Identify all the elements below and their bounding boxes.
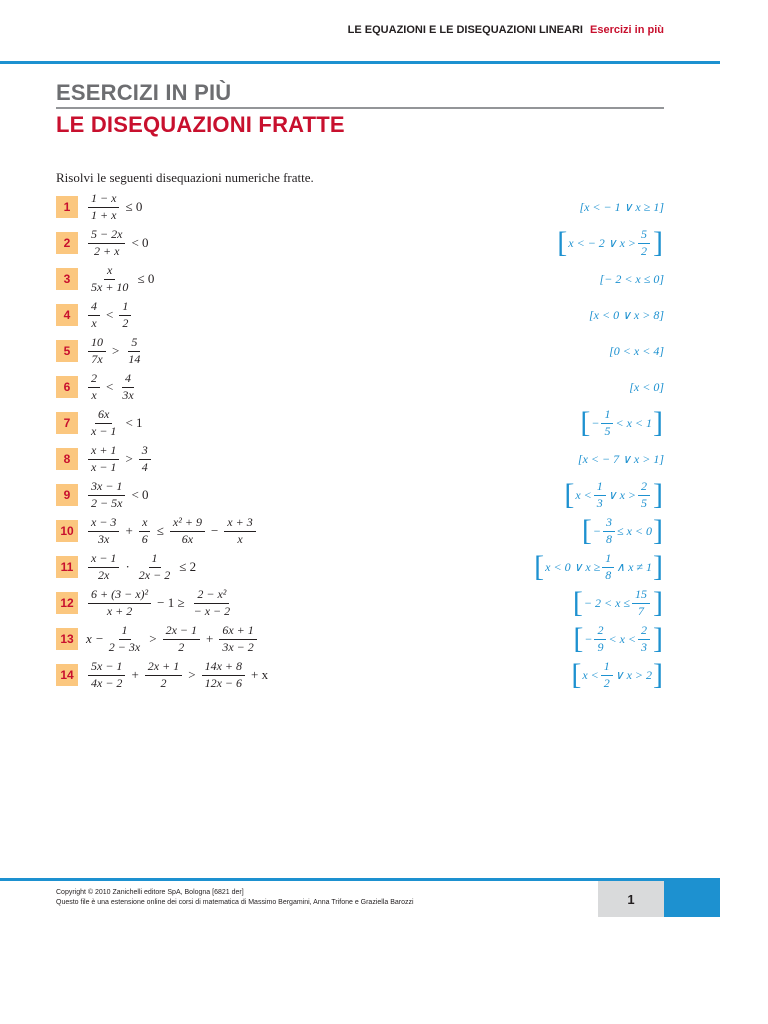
exercise-row xyxy=(56,262,664,296)
exercise-row xyxy=(56,190,664,224)
denominator: 4 xyxy=(141,459,148,474)
answer-text: [x < − 7 ∨ x > 1] xyxy=(577,451,664,466)
exercise-answer xyxy=(609,334,664,368)
relation: < xyxy=(106,379,114,394)
exercise-row xyxy=(56,550,664,584)
answer-text: ∨ x > 2 xyxy=(614,667,652,682)
numerator: x² + 9 xyxy=(170,516,205,532)
numerator: 1 xyxy=(601,408,613,424)
fraction xyxy=(88,264,131,295)
right-bracket: ] xyxy=(653,622,663,655)
exercise-answer xyxy=(589,298,664,332)
answer-text: − xyxy=(584,631,593,646)
right-bracket: ] xyxy=(653,406,663,439)
denominator: − x − 2 xyxy=(193,603,231,618)
page-tab xyxy=(664,881,720,917)
fraction xyxy=(139,516,151,547)
fraction xyxy=(163,624,200,655)
fraction xyxy=(88,552,119,583)
exercise-answer xyxy=(579,406,664,440)
fraction xyxy=(170,516,205,547)
right-bracket: ] xyxy=(653,226,663,259)
fraction xyxy=(106,624,143,655)
denominator: 3 xyxy=(596,495,603,510)
exercise-problem xyxy=(86,514,258,548)
exercise-problem xyxy=(86,658,272,692)
denominator: 3x xyxy=(98,531,110,546)
numerator: 6x xyxy=(95,408,112,424)
exercise-problem xyxy=(86,298,133,332)
exercise-number: 12 xyxy=(56,592,78,614)
denominator: 7 xyxy=(638,603,644,618)
fraction xyxy=(224,516,255,547)
exercise-row xyxy=(56,514,664,548)
numerator: 5 xyxy=(128,336,140,352)
denominator: x + 2 xyxy=(106,603,133,618)
numerator: x − 1 xyxy=(88,552,119,568)
fraction xyxy=(88,588,151,619)
fraction xyxy=(88,228,125,259)
fraction xyxy=(125,336,143,367)
answer-text: x < xyxy=(582,667,599,682)
exercise-problem xyxy=(86,370,139,404)
numerator: 2 xyxy=(88,372,100,388)
exercise-problem xyxy=(86,406,147,440)
fraction xyxy=(139,444,151,475)
denominator: 2 xyxy=(178,639,185,654)
denominator: 8 xyxy=(605,531,612,546)
answer-text: − xyxy=(591,415,600,430)
answer-text: − 2 < x ≤ xyxy=(583,595,630,610)
running-header-section: Esercizi in più xyxy=(590,24,664,36)
relation: > xyxy=(125,451,133,466)
answer-text: [0 < x < 4] xyxy=(609,343,664,358)
denominator: 2x − 2 xyxy=(138,567,171,582)
fraction xyxy=(119,300,131,331)
denominator: 12x − 6 xyxy=(204,675,242,690)
fraction xyxy=(638,624,650,655)
exercise-row xyxy=(56,406,664,440)
fraction xyxy=(594,480,606,511)
relation: − 1 ≥ xyxy=(157,595,185,610)
operator: + xyxy=(206,631,214,646)
fraction xyxy=(601,660,613,691)
exercise-row xyxy=(56,478,664,512)
denominator: 14 xyxy=(128,351,141,366)
right-bracket: ] xyxy=(653,550,663,583)
exercise-row xyxy=(56,370,664,404)
exercise-number: 1 xyxy=(56,196,78,218)
denominator: 2 xyxy=(641,243,647,258)
fraction xyxy=(219,624,256,655)
fraction xyxy=(88,372,100,403)
relation: ≤ 2 xyxy=(179,559,197,574)
exercise-answer xyxy=(572,586,664,620)
denominator: x xyxy=(91,315,97,330)
exercise-problem xyxy=(86,334,145,368)
exercise-row xyxy=(56,334,664,368)
numerator: 2x + 1 xyxy=(145,660,182,676)
exercise-number: 10 xyxy=(56,520,78,542)
fraction xyxy=(603,516,615,547)
fraction xyxy=(88,192,119,223)
exercise-number: 5 xyxy=(56,340,78,362)
footer xyxy=(56,888,414,908)
exercise-number: 2 xyxy=(56,232,78,254)
left-bracket: [ xyxy=(534,550,545,583)
answer-text: x < − 2 ∨ x > xyxy=(568,235,636,250)
footer-copyright: Copyright © 2010 Zanichelli editore SpA, Bologna [6821 der] xyxy=(56,889,244,896)
exercise-answer xyxy=(629,370,664,404)
left-bracket: [ xyxy=(564,478,575,511)
right-bracket: ] xyxy=(653,586,663,619)
page-number: 1 xyxy=(598,881,664,917)
numerator: 14x + 8 xyxy=(202,660,245,676)
exercise-number: 7 xyxy=(56,412,78,434)
fraction xyxy=(88,480,125,511)
section-kicker: ESERCIZI IN PIÙ xyxy=(56,80,232,105)
denominator: 7x xyxy=(91,351,103,366)
exercise-row xyxy=(56,658,664,692)
left-bracket: [ xyxy=(572,586,583,619)
exercise-answer xyxy=(533,550,664,584)
fraction xyxy=(638,228,650,259)
fraction xyxy=(136,552,173,583)
right-bracket: ] xyxy=(653,658,663,691)
relation: > xyxy=(112,343,120,358)
denominator: 6x xyxy=(181,531,194,546)
exercise-number: 8 xyxy=(56,448,78,470)
term: + x xyxy=(251,667,269,682)
answer-text: [x < 0 ∨ x > 8] xyxy=(589,307,664,322)
left-bracket: [ xyxy=(580,406,591,439)
exercise-answer xyxy=(578,442,664,476)
fraction xyxy=(88,408,119,439)
numerator: 2 − x² xyxy=(194,588,229,604)
numerator: 5x − 1 xyxy=(88,660,125,676)
denominator: 5 xyxy=(604,423,611,438)
denominator: 5x + 10 xyxy=(91,279,129,294)
footer-note: Questo file è una estensione online dei corsi di matematica di Massimo Bergamini, Anna Trifone e Graziella Barozzi xyxy=(56,899,414,906)
exercise-answer xyxy=(600,262,664,296)
fraction xyxy=(88,444,119,475)
answer-text: ∨ x > xyxy=(607,487,636,502)
numerator: x − 3 xyxy=(88,516,119,532)
numerator: 1 xyxy=(594,480,606,496)
fraction xyxy=(145,660,182,691)
denominator: 1 + x xyxy=(91,207,117,222)
instructions: Risolvi le seguenti disequazioni numeriche fratte. xyxy=(56,170,314,185)
numerator: 2x − 1 xyxy=(163,624,200,640)
numerator: 15 xyxy=(632,588,650,604)
answer-text: < x < xyxy=(608,631,636,646)
numerator: 1 − x xyxy=(88,192,119,208)
numerator: x xyxy=(139,516,150,532)
relation: > xyxy=(149,631,157,646)
denominator: 3x xyxy=(122,387,134,402)
fraction xyxy=(202,660,245,691)
denominator: 6 xyxy=(141,531,148,546)
denominator: 2 xyxy=(603,675,610,690)
denominator: 2 − 5x xyxy=(91,495,123,510)
numerator: 3x − 1 xyxy=(88,480,125,496)
denominator: 2 − 3x xyxy=(108,639,141,654)
numerator: 1 xyxy=(602,552,614,568)
denominator: 5 xyxy=(641,495,647,510)
fraction xyxy=(602,552,614,583)
exercise-problem xyxy=(86,550,200,584)
fraction xyxy=(88,660,125,691)
running-header-chapter: LE EQUAZIONI E LE DISEQUAZIONI LINEARI xyxy=(347,24,583,36)
answer-text: [− 2 < x ≤ 0] xyxy=(599,271,664,286)
relation: < 1 xyxy=(125,415,143,430)
numerator: 2 xyxy=(594,624,606,640)
exercise-number: 6 xyxy=(56,376,78,398)
numerator: 1 xyxy=(119,300,131,316)
fraction xyxy=(88,300,100,331)
denominator: 2 + x xyxy=(94,243,120,258)
top-rule xyxy=(0,61,720,64)
denominator: 4x − 2 xyxy=(91,675,123,690)
fraction xyxy=(119,372,136,403)
relation: ≤ 0 xyxy=(125,199,143,214)
exercise-problem xyxy=(86,262,158,296)
answer-text: [x < 0] xyxy=(629,379,664,394)
exercise-problem xyxy=(86,226,153,260)
denominator: 3x − 2 xyxy=(222,639,254,654)
exercise-row xyxy=(56,586,664,620)
page-title: LE DISEQUAZIONI FRATTE xyxy=(56,112,345,137)
left-bracket: [ xyxy=(557,226,568,259)
numerator: 6x + 1 xyxy=(219,624,256,640)
numerator: 1 xyxy=(149,552,161,568)
numerator: 6 + (3 − x)² xyxy=(88,588,151,604)
exercise-problem xyxy=(86,478,153,512)
numerator: 2 xyxy=(638,480,650,496)
exercise-problem xyxy=(86,622,259,656)
left-bracket: [ xyxy=(581,514,592,547)
operator: + xyxy=(131,667,139,682)
exercise-row xyxy=(56,226,664,260)
answer-text: x < xyxy=(575,487,592,502)
fraction xyxy=(632,588,650,619)
denominator: x − 1 xyxy=(91,459,117,474)
exercise-row xyxy=(56,298,664,332)
answer-text: [x < − 1 ∨ x ≥ 1] xyxy=(579,199,664,214)
left-bracket: [ xyxy=(571,658,582,691)
right-bracket: ] xyxy=(653,478,663,511)
exercise-problem xyxy=(86,190,146,224)
exercise-row xyxy=(56,622,664,656)
numerator: 4 xyxy=(88,300,100,316)
exercise-number: 9 xyxy=(56,484,78,506)
relation: > xyxy=(188,667,196,682)
denominator: x xyxy=(237,531,243,546)
fraction xyxy=(191,588,234,619)
fraction xyxy=(88,516,119,547)
exercise-row xyxy=(56,442,664,476)
running-header xyxy=(348,24,664,36)
exercise-number: 11 xyxy=(56,556,78,578)
answer-text: x < 0 ∨ x ≥ xyxy=(545,559,601,574)
denominator: 9 xyxy=(597,639,604,654)
relation: < xyxy=(106,307,114,322)
denominator: 2x xyxy=(98,567,110,582)
numerator: 1 xyxy=(601,660,613,676)
numerator: x + 1 xyxy=(88,444,119,460)
numerator: x + 3 xyxy=(224,516,255,532)
fraction xyxy=(88,336,106,367)
numerator: 1 xyxy=(119,624,131,640)
denominator: x xyxy=(91,387,97,402)
answer-text: ∧ x ≠ 1 xyxy=(616,559,652,574)
left-bracket: [ xyxy=(573,622,584,655)
numerator: 3 xyxy=(603,516,615,532)
exercise-problem xyxy=(86,586,235,620)
exercise-answer xyxy=(572,622,664,656)
exercise-number: 13 xyxy=(56,628,78,650)
exercise-problem xyxy=(86,442,153,476)
numerator: 4 xyxy=(122,372,134,388)
fraction xyxy=(638,480,650,511)
exercise-number: 4 xyxy=(56,304,78,326)
title-rule xyxy=(56,107,664,109)
numerator: 3 xyxy=(139,444,151,460)
denominator: x − 1 xyxy=(91,423,117,438)
exercise-answer xyxy=(579,190,664,224)
denominator: 3 xyxy=(641,639,647,654)
numerator: 10 xyxy=(88,336,106,352)
exercise-number: 14 xyxy=(56,664,78,686)
right-bracket: ] xyxy=(653,514,663,547)
numerator: 2 xyxy=(638,624,650,640)
numerator: 5 − 2x xyxy=(88,228,125,244)
relation: < 0 xyxy=(131,487,149,502)
numerator: x xyxy=(104,264,115,280)
exercise-answer xyxy=(570,658,664,692)
relation: ≤ xyxy=(156,523,164,538)
exercise-answer xyxy=(581,514,664,548)
fraction xyxy=(601,408,613,439)
answer-text: − xyxy=(592,523,601,538)
answer-text: ≤ x < 0 xyxy=(616,523,652,538)
denominator: 8 xyxy=(605,567,612,582)
operator: + xyxy=(125,523,133,538)
denominator: 2 xyxy=(160,675,167,690)
exercise-number: 3 xyxy=(56,268,78,290)
relation: < 0 xyxy=(131,235,149,250)
numerator: 5 xyxy=(638,228,650,244)
operator: − xyxy=(210,523,219,538)
term: x − xyxy=(86,631,104,646)
relation: ≤ 0 xyxy=(137,271,155,286)
operator: · xyxy=(125,559,130,574)
denominator: 2 xyxy=(122,315,129,330)
exercise-answer xyxy=(556,226,664,260)
exercise-answer xyxy=(563,478,664,512)
fraction xyxy=(594,624,606,655)
answer-text: < x < 1 xyxy=(615,415,652,430)
